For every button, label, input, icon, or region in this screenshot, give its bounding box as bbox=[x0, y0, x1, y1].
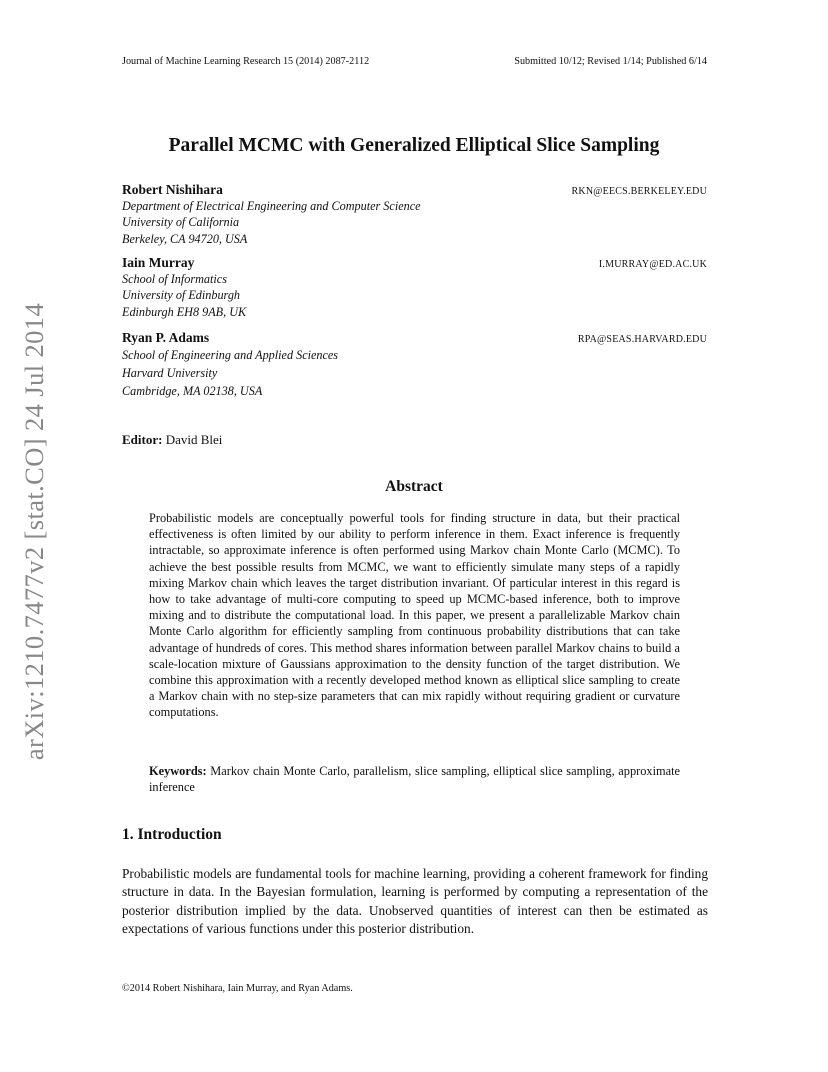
keywords-text: Markov chain Monte Carlo, parallelism, slice sampling, elliptical slice sampling, approximate inference bbox=[149, 764, 680, 795]
editor-label: Editor: bbox=[122, 432, 163, 447]
author-affiliation-line: Department of Electrical Engineering and Computer Science bbox=[122, 199, 421, 213]
editor-line bbox=[122, 432, 222, 448]
arxiv-identifier: arXiv:1210.7477v2 [stat.CO] 24 Jul 2014 bbox=[19, 302, 50, 760]
editor-name: David Blei bbox=[165, 432, 223, 447]
introduction-text: Probabilistic models are fundamental tools for machine learning, providing a coherent framework for finding structure in data. In the Bayesian formulation, learning is performed by computing a representation of the posterior distribution implied by the data. Unobserved quantities of interest can then be estimated as expectations of various functions under this posterior distribution. bbox=[122, 866, 708, 936]
keywords bbox=[149, 763, 680, 795]
keywords-label: Keywords: bbox=[149, 764, 207, 778]
author-name: Iain Murray bbox=[122, 255, 195, 270]
author-block-1 bbox=[122, 182, 707, 247]
author-affiliation-line: Edinburgh EH8 9AB, UK bbox=[122, 304, 247, 319]
paper-title: Parallel MCMC with Generalized Elliptical Slice Sampling bbox=[168, 135, 660, 156]
running-header bbox=[122, 56, 707, 67]
author-affiliation-line: School of Informatics bbox=[122, 272, 227, 286]
arxiv-side-stamp bbox=[8, 297, 62, 765]
journal-citation: Journal of Machine Learning Research 15 (2014) 2087-2112 bbox=[122, 56, 370, 67]
author-affiliation-line: University of Edinburgh bbox=[122, 288, 241, 303]
abstract-text: Probabilistic models are conceptually powerful tools for finding structure in data, but their practical effectiveness is often limited by our ability to perform inference in them. Exact inference is frequently intractable, so approximate inference is often performed using Markov chain Monte Carlo (MCMC). To achieve the best possible results from MCMC, we want to efficiently simulate many steps of a rapidly mixing Markov chain which leaves the target distribution invariant. Of particular interest in this regard is how to take advantage of multi-core computing to speed up MCMC-based inference, both to improve mixing and to distribute the computational load. In this paper, we present a parallelizable Markov chain Monte Carlo algorithm for efficiently sampling from continuous probability distributions that can take advantage of hundreds of cores. This method shares information between parallel Markov chains to build a scale-location mixture of Gaussians approximation to the density function of the target distribution. We combine this approximation with a recently developed method known as elliptical slice sampling to create a Markov chain with no step-size parameters that can mix rapidly without requiring gradient or curvature computations. bbox=[149, 511, 680, 720]
author-affiliation-line: University of California bbox=[122, 215, 240, 230]
copyright-notice: ©2014 Robert Nishihara, Iain Murray, and Ryan Adams. bbox=[122, 983, 353, 994]
author-email: RPA@SEAS.HARVARD.EDU bbox=[577, 334, 707, 345]
author-affiliation-line: School of Engineering and Applied Sciences bbox=[122, 348, 339, 362]
author-email: RKN@EECS.BERKELEY.EDU bbox=[571, 186, 707, 197]
submission-dates: Submitted 10/12; Revised 1/14; Published 6/14 bbox=[514, 56, 707, 67]
author-affiliation-line: Harvard University bbox=[122, 366, 218, 380]
author-block-3 bbox=[122, 330, 707, 400]
section-heading-introduction: 1. Introduction bbox=[122, 826, 222, 843]
author-name: Robert Nishihara bbox=[122, 182, 223, 197]
author-name: Ryan P. Adams bbox=[122, 330, 210, 345]
author-email: I.MURRAY@ED.AC.UK bbox=[598, 259, 707, 270]
author-affiliation-line: Cambridge, MA 02138, USA bbox=[122, 384, 263, 398]
abstract-heading: Abstract bbox=[385, 478, 443, 495]
author-block-2 bbox=[122, 255, 707, 320]
author-affiliation-line: Berkeley, CA 94720, USA bbox=[122, 231, 248, 246]
